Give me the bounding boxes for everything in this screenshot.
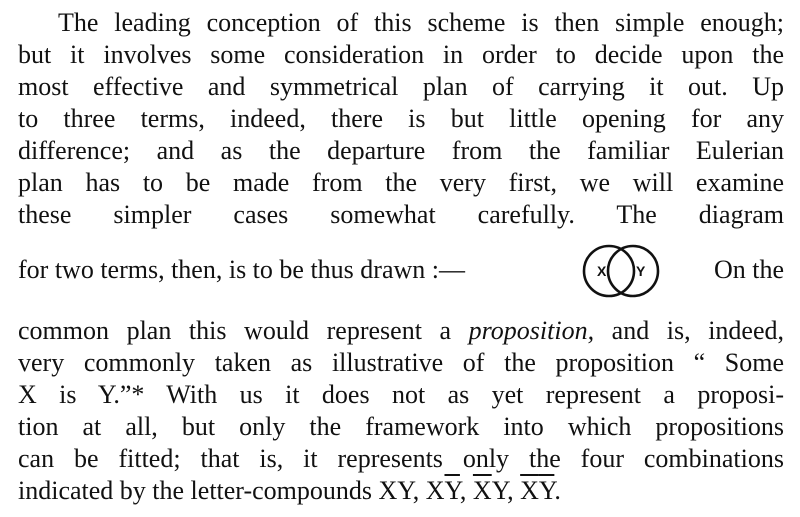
compound-separator: . (554, 476, 561, 505)
label-y: Y (636, 263, 646, 279)
text-line-tail: On the (713, 255, 784, 284)
compound-letter: Y (491, 476, 508, 505)
text-segment: common plan this would represent a (18, 316, 469, 345)
text-line (18, 476, 784, 506)
text-line: tion at all, but only the framework into which propositions (18, 412, 784, 441)
venn-diagram-svg (575, 242, 667, 300)
text-line: to three terms, indeed, there is but little opening for any (18, 104, 784, 133)
text-segment: and is, indeed, (594, 316, 785, 345)
text-line (18, 316, 784, 346)
text-line: X is Y.”* With us it does not as yet represent a proposi- (18, 380, 784, 409)
text-line: difference; and as the departure from the familiar Eulerian (18, 136, 784, 165)
label-x: X (597, 263, 607, 279)
letter-compound (473, 476, 507, 505)
letter-compound (520, 476, 554, 505)
text-line: can be fitted; that is, it represents only the four combinations (18, 444, 784, 473)
compound-letter: Y (397, 476, 413, 505)
compound-letter: $\overline{X}$ (472, 476, 492, 505)
letter-compound (378, 476, 412, 505)
text-line: most effective and symmetrical plan of carrying it out. Up (18, 72, 784, 101)
text-line: very commonly taken as illustrative of the proposition “ Some (18, 348, 784, 377)
text-line: plan has to be made from the very first, we will examine (18, 168, 784, 197)
text-line: for two terms, then, is to be thus drawn :— (18, 255, 465, 284)
compound-letter: $\overline{Y}$ (538, 476, 555, 505)
compound-letter: $\overline{Y}$ (444, 476, 460, 505)
text-line: but it involves some consideration in order to decide upon the (18, 40, 784, 69)
italic-term: proposition, (468, 316, 595, 345)
venn-diagram (575, 242, 667, 300)
compound-separator: , (459, 476, 473, 505)
compound-letter: $\overline{X}$ (520, 476, 539, 505)
letter-compounds (378, 476, 560, 505)
text-segment: indicated by the letter-compounds (18, 476, 379, 505)
text-line: these simpler cases somewhat carefully. The diagram (18, 200, 784, 229)
letter-compound (426, 476, 460, 505)
compound-letter: X (378, 476, 398, 505)
compound-separator: , (412, 476, 426, 505)
compound-separator: , (507, 476, 521, 505)
text-line: The leading conception of this scheme is then simple enough; (58, 8, 784, 37)
compound-letter: X (425, 476, 445, 505)
